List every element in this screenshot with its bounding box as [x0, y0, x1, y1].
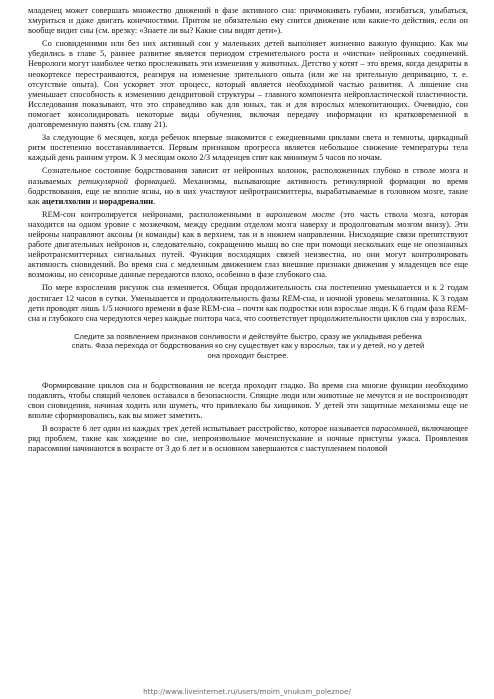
- paragraph-4: Сознательное состояние бодрствования зависит от нейронных колонок, расположенных глубоко в стволе мозга и называемых ретикулярной формацией. Механизмы, вызывающие активность ретикулярной формации во время бодрствования, еще не вполне ясны, но в них участвуют нейротрансмиттеры, вырабатываемые в головном мозге, такие как ацетилхолин и норадреналин.: [28, 166, 468, 206]
- tip-callout: Следите за появлением признаков сонливости и действуйте быстро, сразу же укладывая ребенка спать. Фаза перехода от бодрствования ко сну существует как у взрослых, так и у детей, но у детей она проходит быстрее.: [71, 331, 425, 360]
- term-noradrenaline: норадреналин: [99, 196, 154, 206]
- term-pons: варолиевом мосте: [266, 209, 335, 219]
- term-reticular-formation: ретикулярной формацией: [78, 176, 175, 186]
- paragraph-2: Со сновидениями или без них активный сон у маленьких детей выполняет жизненно важную функцию. Как мы убедились в главе 5, раннее развитие является периодом стремительного роста и «чистки» нейронных соединений. Неврологи могут наиболее четко прослеживать эти изменения у животных. Детство у котят – это время, когда дендриты в неокортексе перестраиваются, реагируя на изменение зрительного опыта (или же на зрительную депривацию, т. е. отсутствие опыта). Сон ускоряет этот процесс, который является необходимой частью развития. А лишение сна уменьшает способность к изменению дендритовой структуры – главного компонента нейропластической пластичности. Исследования показывают, что это справедливо как для юных, так и для взрослых млекопитающих. Очевидно, сон помогает консолидировать некоторые виды обучения, включая передачу информации из кратковременной в долговременную память (см. главу 21).: [28, 39, 468, 130]
- paragraph-7: Формирование циклов сна и бодрствования не всегда проходит гладко. Во время сна многие функции необходимо подавлять, чтобы спящий человек оставался в безопасности. Спящие люди или животные не мечутся и не воспроизводят свои сновидения, начиная ходить или шуметь, что привлекало бы хищников. У детей эти защитные механизмы еще не вполне сформировались, как вы может заметить.: [28, 380, 468, 420]
- term-acetylcholine: ацетилхолин: [41, 196, 91, 206]
- paragraph-3: За следующие 6 месяцев, когда ребенок впервые знакомится с ежедневными циклами света и темноты, циркадный ритм постепенно восстанавливается. Первым признаком прогресса является небольшое снижение температуры тела каждый день ранним утром. К 3 месяцам около 2/3 младенцев спят как минимум 5 часов по ночам.: [28, 133, 468, 163]
- term-parasomnia: парасомнией,: [371, 423, 420, 433]
- paragraph-1: младенец может совершать множество движений в фазе активного сна: причмокивать губами, изгибаться, улыбаться, хмуриться и даже двигать конечностями. Притом не обязательно ему снится движение или какие-то действия, если он вообще видит сны (см. врезку: «Знаете ли вы? Какие сны видят дети»).: [28, 6, 468, 36]
- spacer: [28, 369, 468, 381]
- paragraph-5: REM-сон контролируется нейронами, расположенными в варолиевом мосте (это часть ствола мозга, которая находится на одном уровне с мозжечком, между средним отделом мозга наверху и продолговатым мозгом внизу). Эти нейроны направляют аксоны (и команды) как в верхнем, так и в нижнем направлении. Нисходящие связи препятствуют работе двигательных нейронов и, следовательно, сокращению мышц во сне при помощи нескольких еще не опознанных нейротрансмиттерных сигнальных путей. Функция восходящих связей неизвестна, но они могут контролировать активность сновидений. Во время сна с медленным движением глаз внешние признаки движения у младенцев все еще возможны, но сенсорные данные передаются плохо, особенно в фазе глубокого сна.: [28, 209, 469, 280]
- paragraph-8: В возрасте 6 лет один из каждых трех детей испытывает расстройство, которое называется парасомнией, включающее ряд проблем, такие как хождение во сне, непроизвольное мочеиспускание и ночные приступы ужаса. Проявления парасомнии начинаются в возрасте от 3 до 6 лет и в основном завершаются с наступлением половой: [28, 423, 468, 454]
- paragraph-6: По мере взросления рисунок сна изменяется. Общая продолжительность сна постепенно уменьшается и к 2 годам достигает 12 часов в сутки. Уменьшается и продолжительность фазы REM-сна, и ночной уровень мелатонина. К 3 годам дети проводят лишь 1/5 ночного времени в фазе REM-сна – почти как подростки или взрослые люди. К 6 годам фаза REM-сна и глубокого сна чередуются через каждые полтора часа, что соответствует продолжительности циклов сна у взрослых.: [28, 283, 468, 323]
- source-url-watermark: http://www.liveinternet.ru/users/moim_vnukam_poleznoe/: [143, 687, 351, 696]
